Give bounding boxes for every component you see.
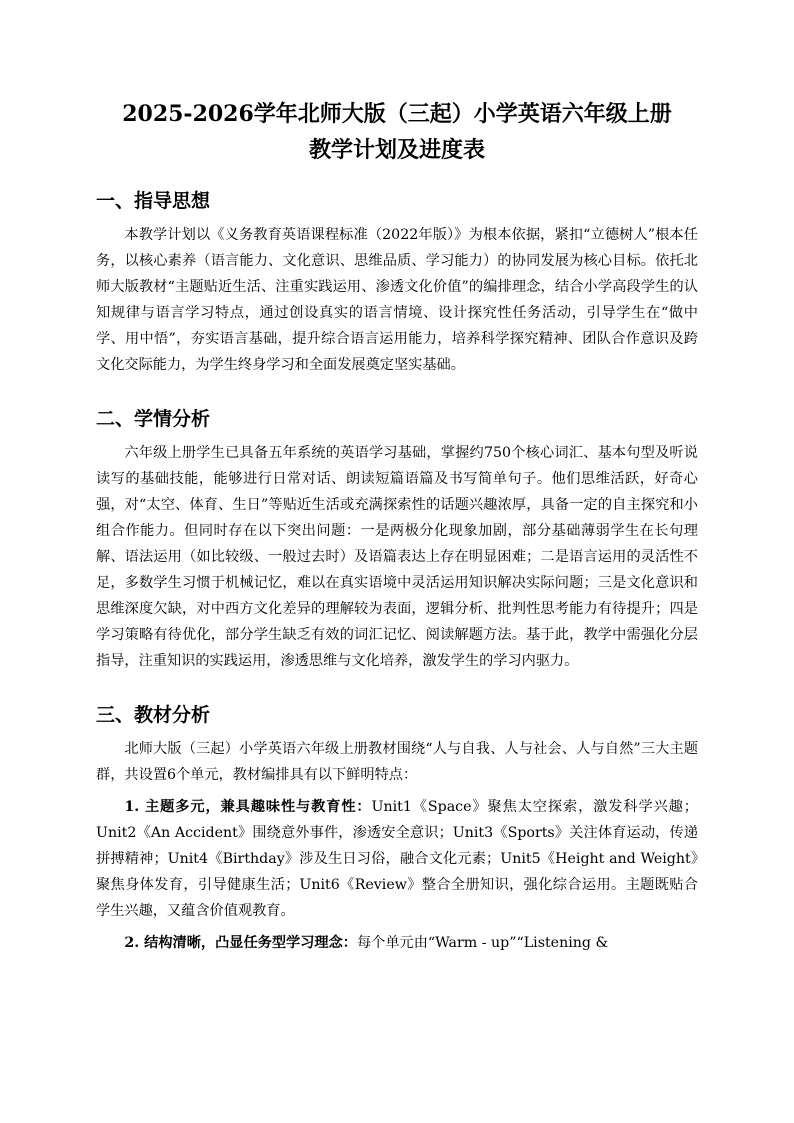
feature-1-text: Unit1《Space》聚焦太空探索，激发科学兴趣；Unit2《An Accident》围绕意外事件，渗透安全意识；Unit3《Sports》关注体育运动，传递拼搏精神；Unit4《Birthday》涉及生日习俗，融合文化元素；Unit5《Height and Weight》聚焦身体发育，引导健康生活；Unit6《Review》整合全册知识，强化综合运用。主题既贴合学生兴趣，又蕴含价值观教育。 (96, 799, 698, 919)
feature-2-text: 每个单元由“Warm - up”“Listening & (356, 935, 609, 951)
document-page (96, 96, 698, 956)
section-heading-guiding-ideology: 一、指导思想 (96, 190, 211, 212)
feature-1-lead: 1. 主题多元，兼具趣味性与教育性： (124, 799, 372, 815)
title-line-1: 2025-2026学年北师大版（三起）小学英语六年级上册 (122, 101, 672, 127)
paragraph-guiding-ideology: 本教学计划以《义务教育英语课程标准（2022年版）》为根本依据，紧扣“立德树人”根本任务，以核心素养（语言能力、文化意识、思维品质、学习能力）的协同发展为核心目标。依托北师大版教材“主题贴近生活、注重实践运用、渗透文化价值”的编排理念，结合小学高段学生的认知规律与语言学习特点，通过创设真实的语言情境、设计探究性任务活动，引导学生在“做中学、用中悟”，夯实语言基础，提升综合语言运用能力，培养科学探究精神、团队合作意识及跨文化交际能力，为学生终身学习和全面发展奠定坚实基础。 (96, 227, 698, 373)
section-heading-student-analysis: 二、学情分析 (96, 408, 211, 430)
title-line-2: 教学计划及进度表 (308, 137, 485, 163)
feature-2-lead: 2. 结构清晰，凸显任务型学习理念： (124, 935, 357, 951)
paragraph-feature-2 (96, 930, 698, 956)
paragraph-feature-1 (96, 794, 698, 924)
document-title (96, 96, 698, 168)
paragraph-student-analysis: 六年级上册学生已具备五年系统的英语学习基础，掌握约750个核心词汇、基本句型及听说读写的基础技能，能够进行日常对话、朗读短篇语篇及书写简单句子。他们思维活跃，好奇心强，对“太空、体育、生日”等贴近生活或充满探索性的话题兴趣浓厚，具备一定的自主探究和小组合作能力。但同时存在以下突出问题：一是两极分化现象加剧，部分基础薄弱学生在长句理解、语法运用（如比较级、一般过去时）及语篇表达上存在明显困难；二是语言运用的灵活性不足，多数学生习惯于机械记忆，难以在真实语境中灵活运用知识解决实际问题；三是文化意识和思维深度欠缺，对中西方文化差异的理解较为表面，逻辑分析、批判性思考能力有待提升；四是学习策略有待优化，部分学生缺乏有效的词汇记忆、阅读解题方法。基于此，教学中需强化分层指导，注重知识的实践运用，渗透思维与文化培养，激发学生的学习内驱力。 (96, 445, 698, 669)
section-heading-textbook-analysis: 三、教材分析 (96, 704, 211, 726)
paragraph-textbook-intro: 北师大版（三起）小学英语六年级上册教材围绕“人与自我、人与社会、人与自然”三大主题群，共设置6个单元，教材编排具有以下鲜明特点： (96, 741, 698, 783)
